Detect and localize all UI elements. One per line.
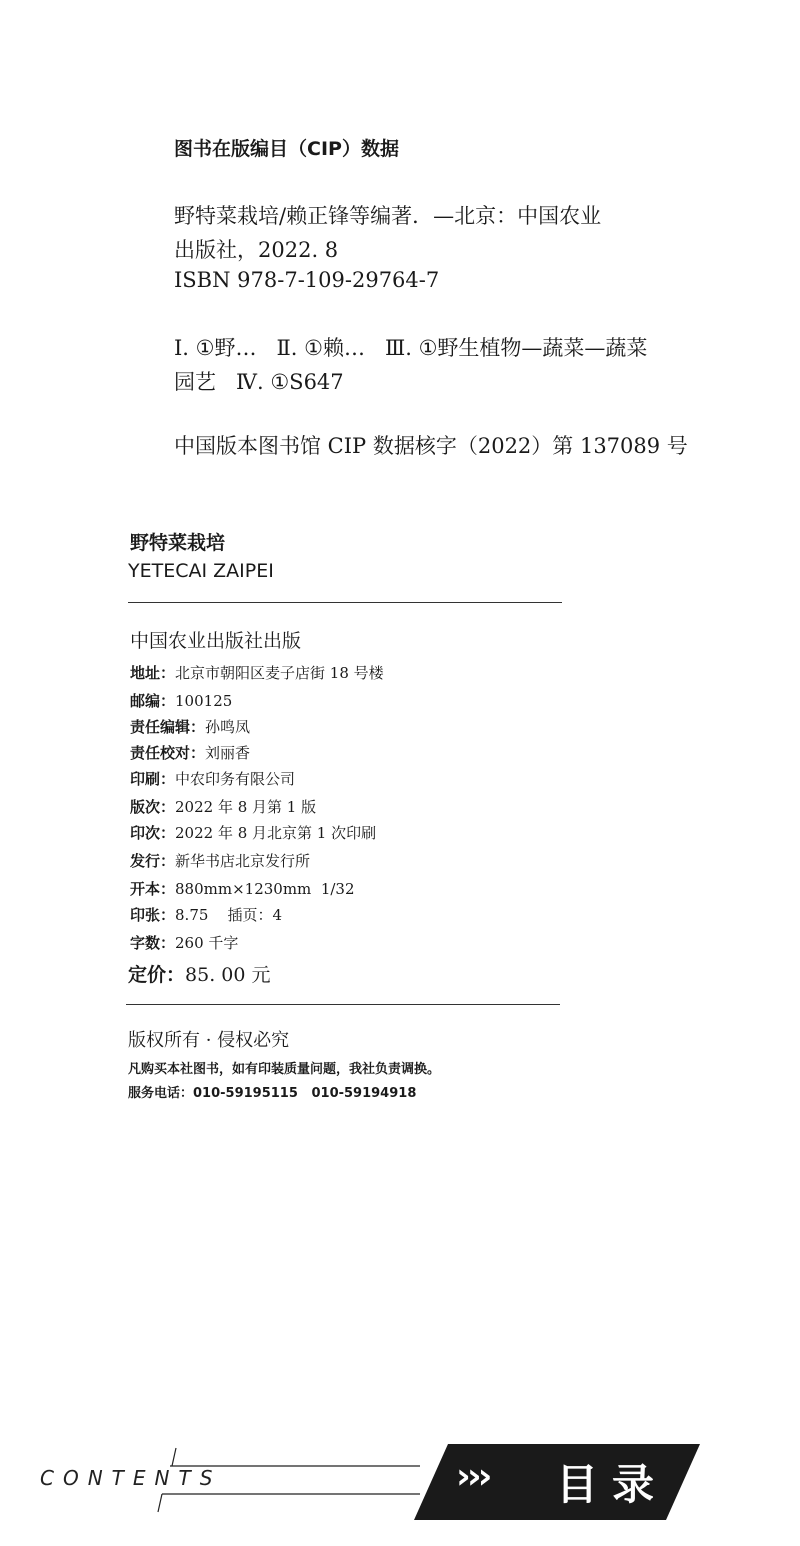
price-label: 定价： bbox=[128, 964, 186, 986]
publisher-line: 中国农业出版社出版 bbox=[130, 630, 302, 652]
copyright-title: 版权所有 · 侵权必究 bbox=[128, 1030, 290, 1051]
colophon-address: 地址：北京市朝阳区麦子店街 18 号楼 bbox=[130, 664, 384, 682]
cip-verify-number: 中国版本图书馆 CIP 数据核字（2022）第 137089 号 bbox=[174, 434, 688, 458]
book-title-cn: 野特菜栽培 bbox=[130, 532, 226, 554]
cip-subject-line2: 园艺 Ⅳ. ①S647 bbox=[174, 370, 344, 394]
service-phone: 服务电话：010-59195115 010-59194918 bbox=[128, 1086, 417, 1101]
divider-bottom bbox=[126, 1004, 560, 1005]
colophon-format: 开本：880mm×1230mm 1/32 bbox=[130, 880, 355, 898]
book-title-pinyin: YETECAI ZAIPEI bbox=[128, 560, 274, 582]
colophon-edition: 版次：2022 年 8 月第 1 版 bbox=[130, 798, 317, 816]
colophon-printing: 印次：2022 年 8 月北京第 1 次印刷 bbox=[130, 824, 377, 842]
toc-title: 目录 bbox=[556, 1460, 669, 1509]
divider-top bbox=[128, 602, 562, 603]
price-value: 85. 00 元 bbox=[185, 964, 271, 986]
colophon-proofreader: 责任校对：刘丽香 bbox=[130, 744, 251, 762]
arrows-icon: ››› bbox=[456, 1456, 489, 1497]
cip-isbn: ISBN 978-7-109-29764-7 bbox=[174, 268, 440, 292]
colophon-word-count: 字数：260 千字 bbox=[130, 934, 239, 952]
colophon-postcode: 邮编：100125 bbox=[130, 692, 233, 710]
contents-banner bbox=[0, 1440, 800, 1520]
colophon-printer: 印刷：中农印务有限公司 bbox=[130, 770, 296, 788]
cip-heading: 图书在版编目（CIP）数据 bbox=[174, 138, 399, 160]
contents-label: CONTENTS bbox=[40, 1466, 222, 1490]
colophon-editor: 责任编辑：孙鸣凤 bbox=[130, 718, 251, 736]
colophon-sheets: 印张：8.75 插页：4 bbox=[130, 906, 283, 924]
cip-entry-line1: 野特菜栽培/赖正锋等编著．—北京：中国农业 bbox=[174, 204, 602, 228]
cip-entry-line2: 出版社，2022. 8 bbox=[174, 238, 339, 262]
colophon-distributor: 发行：新华书店北京发行所 bbox=[130, 852, 311, 870]
price-line bbox=[128, 960, 271, 987]
copyright-notice: 凡购买本社图书，如有印装质量问题，我社负责调换。 bbox=[128, 1062, 441, 1077]
cip-subject-line1: Ⅰ. ①野… Ⅱ. ①赖… Ⅲ. ①野生植物—蔬菜—蔬菜 bbox=[174, 336, 648, 360]
